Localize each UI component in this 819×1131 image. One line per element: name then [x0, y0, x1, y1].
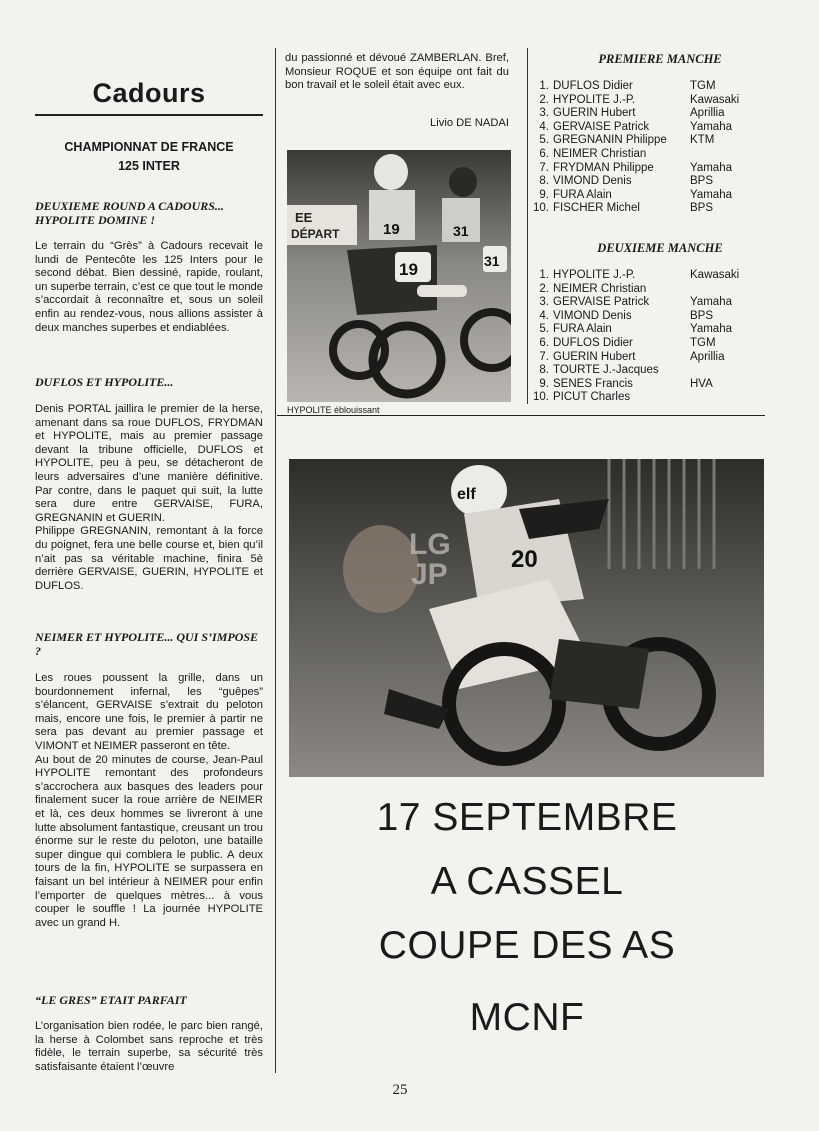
result-bike: Kawasaki [690, 93, 740, 106]
result-position: 3. [539, 107, 549, 120]
result-rider: FURA Alain [553, 323, 612, 336]
result-position: 7. [539, 161, 549, 174]
section-text-4: L’organisation bien rodée, le parc bien rangé, la herse à Colombet sans reproche et très fidèle, le terrain superbe, sa sécurité très satisfaisante étaient l’œuvre [35, 1020, 263, 1073]
result-rider: FISCHER Michel [553, 202, 640, 215]
section-heading-1: DEUXIEME ROUND A CADOURS... HYPOLITE DOMINE ! [35, 199, 224, 227]
result-position: 7. [539, 350, 549, 363]
result-row [532, 121, 739, 135]
result-position: 8. [539, 175, 549, 188]
announcement-event: COUPE DES AS [378, 924, 676, 967]
result-bike: Aprillia [690, 350, 725, 363]
manche1-title: PREMIERE MANCHE [598, 52, 722, 66]
announcement-date: 17 SEPTEMBRE [376, 796, 678, 839]
result-row [532, 296, 739, 310]
result-bike: Aprillia [690, 107, 725, 120]
banner-text-2: DÉPART [291, 227, 340, 241]
result-row [532, 364, 739, 378]
result-bike [690, 364, 739, 378]
result-bike: Yamaha [690, 161, 732, 174]
result-rider: HYPOLITE J.-P. [553, 269, 636, 281]
author: Livio DE NADAI [430, 117, 509, 129]
announcement-place: A CASSEL [430, 860, 624, 903]
section-text-1: Le terrain du “Grès” à Cadours recevait le lundi de Pentecôte les 125 Inters pour le second débat. Bien dessiné, rapide, roulant, un superbe terrain, c’est ce que tout le monde s’accordait à reconnaître et, sous un soleil enfin au rendez-vous, nous allions assister à deux manches superbes et endiablées. [35, 240, 263, 334]
continuation-text: du passionné et dévoué ZAMBERLAN. Bref, Monsieur ROQUE et son équipe ont fait du bon travail et le soleil était avec eux. [285, 52, 509, 92]
announcement-organizer: MCNF [469, 996, 585, 1039]
result-row [532, 162, 739, 176]
result-position: 4. [539, 120, 549, 133]
championship-heading [35, 138, 263, 176]
photo-caption: HYPOLITE éblouissant [287, 405, 380, 415]
manche1-table [532, 80, 739, 216]
result-bike: BPS [690, 309, 714, 322]
result-row [532, 378, 739, 392]
result-bike: BPS [690, 175, 714, 188]
result-bike: HVA [690, 377, 713, 390]
result-row [532, 337, 739, 351]
result-rider: TOURTE J.-Jacques [553, 364, 659, 377]
result-rider: DUFLOS Didier [553, 336, 633, 349]
result-position: 1. [539, 269, 549, 281]
result-position: 5. [539, 323, 549, 336]
result-position: 2. [539, 93, 549, 106]
result-rider: PICUT Charles [553, 391, 631, 404]
rider-bib-number: 20 [511, 546, 538, 573]
article-title: Cadours [92, 78, 206, 108]
result-rider: GERVAISE Patrick [553, 296, 650, 309]
result-position: 9. [539, 377, 549, 390]
banner-text-1: EE [295, 210, 313, 225]
result-bike [690, 391, 739, 405]
photo-riders [287, 150, 511, 402]
section-heading-2: DUFLOS ET HYPOLITE... [35, 375, 174, 389]
result-rider: FURA Alain [553, 188, 612, 201]
result-position: 9. [539, 188, 549, 201]
result-rider: DUFLOS Didier [553, 80, 633, 92]
result-row [532, 107, 739, 121]
result-row [532, 94, 739, 108]
photo-rider-cornering-graphic [289, 459, 764, 777]
result-bike: Yamaha [690, 188, 732, 201]
result-row [532, 269, 739, 283]
result-row [532, 351, 739, 365]
plate-number-1: 19 [399, 260, 418, 279]
section-heading-3: NEIMER ET HYPOLITE... QUI S’IMPOSE ? [35, 630, 259, 658]
result-row [532, 202, 739, 216]
result-position: 10. [533, 391, 549, 404]
title-rule [35, 114, 263, 116]
result-position: 2. [539, 282, 549, 295]
championship-line-1: CHAMPIONNAT DE FRANCE [64, 140, 234, 154]
result-rider: SENES Francis [553, 377, 633, 390]
result-rider: GERVAISE Patrick [553, 120, 650, 133]
result-rider: VIMOND Denis [553, 175, 632, 188]
result-position: 1. [539, 80, 549, 92]
page-number: 25 [392, 1082, 408, 1098]
result-row [532, 323, 739, 337]
result-rider: NEIMER Christian [553, 282, 647, 295]
manche2-table [532, 269, 739, 405]
column-divider-left [275, 48, 276, 1073]
photo-rider-cornering [289, 459, 764, 777]
result-row [532, 134, 739, 148]
result-rider: GUERIN Hubert [553, 107, 636, 120]
bib-number-1: 19 [383, 221, 400, 238]
result-position: 6. [539, 336, 549, 349]
watermark-jp: JP [411, 558, 448, 591]
result-bike: BPS [690, 202, 714, 215]
result-position: 3. [539, 296, 549, 309]
result-rider: HYPOLITE J.-P. [553, 93, 636, 106]
section-text-2: Denis PORTAL jaillira le premier de la herse, amenant dans sa roue DUFLOS, FRYDMAN et HYPOLITE, mais au premier passage devant la tribune officielle, DUFLOS et HYPOLITE, peu à peu, se détacheront de leurs adversaires d’une manière définitive. Par contre, dans le paquet qui suit, la lutte sera dure entre GERVAISE, FURA, GREGNANIN et GUERIN. Philippe GREGNANIN, remontant à la force du poignet, fera une belle course et, bien qu’il n’ait pas sa véritable machine, finira 5è derrière GERVAISE, GUERIN, HYPOLITE et DUFLOS. [35, 403, 263, 592]
result-bike: TGM [690, 80, 716, 92]
result-row [532, 391, 739, 405]
result-bike [690, 283, 739, 297]
result-position: 10. [533, 202, 549, 215]
result-bike: TGM [690, 336, 716, 349]
championship-line-2: 125 INTER [118, 159, 180, 173]
result-position: 6. [539, 147, 549, 160]
result-row [532, 80, 739, 94]
section-rule [277, 415, 765, 416]
result-position: 5. [539, 134, 549, 147]
result-rider: FRYDMAN Philippe [553, 161, 654, 174]
watermark-lg: LG [409, 528, 451, 561]
section-text-3: Les roues poussent la grille, dans un bourdonnement infernal, les “guêpes” s’élancent, GERVAISE s’extrait du peloton mais, encore une fois, le premier à partir ne sera pas devant au premier passage et VIMONT et NEIMER passeront en tête. Au bout de 20 minutes de course, Jean-Paul HYPOLITE remontant des profondeurs s’accrochera aux basques des leaders pour finalement sucer la roue arrière de NEIMER et là, ces deux hommes se livreront à une lutte absolument fantastique, creusant un trou énorme sur le reste du peloton, une bataille super dingue qui comblera le public. A deux tours de la fin, HYPOLITE se surpassera en faisant un bel intérieur à NEIMER pour enfin l’emporter de quelques mètres... à vous couper le souffle ! La journée HYPOLITE avec un grand H. [35, 672, 263, 929]
result-bike: Yamaha [690, 323, 732, 336]
result-bike: Kawasaki [690, 269, 740, 281]
section-heading-4: “LE GRES” ETAIT PARFAIT [35, 993, 187, 1007]
result-rider: VIMOND Denis [553, 309, 632, 322]
svg-text:elf: elf [457, 486, 476, 503]
result-rider: GREGNANIN Philippe [553, 134, 667, 147]
result-bike [690, 148, 739, 162]
result-row [532, 189, 739, 203]
result-bike: KTM [690, 134, 715, 147]
result-position: 8. [539, 364, 549, 377]
result-rider: GUERIN Hubert [553, 350, 636, 363]
result-rider: NEIMER Christian [553, 147, 647, 160]
result-row [532, 283, 739, 297]
photo-riders-graphic [287, 150, 511, 402]
column-divider-right [527, 48, 528, 404]
result-bike: Yamaha [690, 120, 732, 133]
plate-number-2: 31 [484, 253, 500, 269]
result-bike: Yamaha [690, 296, 732, 309]
result-row [532, 175, 739, 189]
bib-number-2: 31 [453, 223, 469, 239]
manche2-title: DEUXIEME MANCHE [597, 241, 723, 255]
result-row [532, 310, 739, 324]
result-row [532, 148, 739, 162]
result-position: 4. [539, 309, 549, 322]
